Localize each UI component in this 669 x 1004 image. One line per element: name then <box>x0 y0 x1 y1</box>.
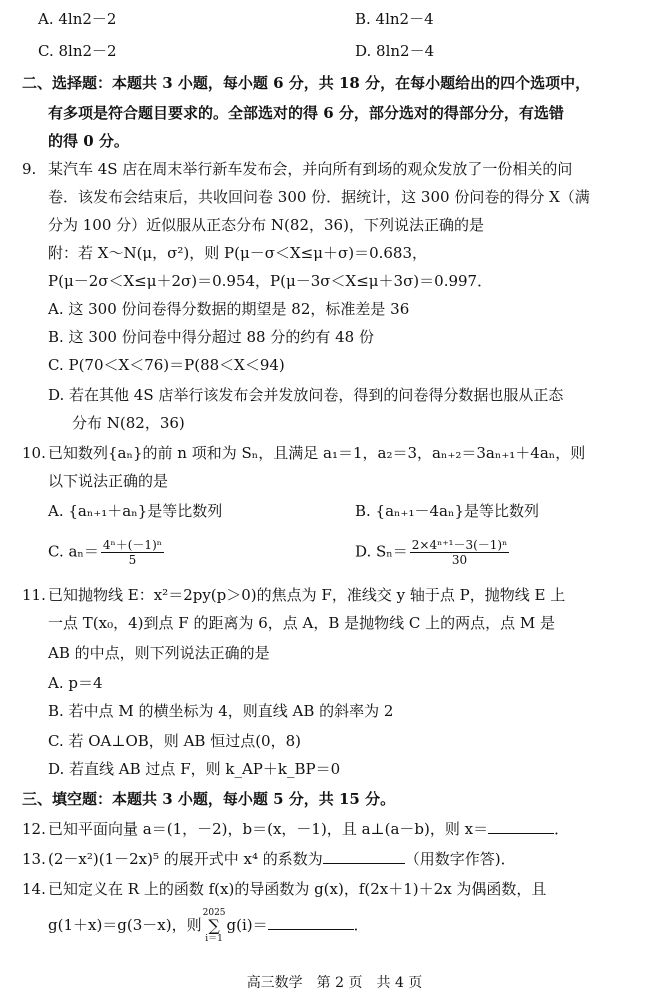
q9-option-a: A. 这 300 份问卷得分数据的期望是 82，标准差是 36 <box>48 300 410 318</box>
page-footer: 高三数学 第 2 页 共 4 页 <box>246 975 423 991</box>
q10-c-fraction: $\frac{\text{4ⁿ＋(－1)ⁿ}}{5}$ <box>102 538 162 567</box>
section2-heading: 二、选择题：本题共 3 小题，每小题 6 分，共 18 分，在每小题给出的四个选项中， <box>22 74 591 92</box>
q11-line3: AB 的中点，则下列说法正确的是 <box>48 644 270 662</box>
q14-line1: 14. 已知定义在 R 上的函数 f(x)的导函数为 g(x)，f(2x＋1)＋2x 为偶函数，且 <box>22 880 547 898</box>
q11-option-c: C. 若 OA⊥OB，则 AB 恒过点(0，8) <box>48 732 301 750</box>
q9-option-b: B. 这 300 份问卷中得分超过 88 分的约有 48 份 <box>48 328 374 346</box>
q10-number: 10. <box>22 444 46 462</box>
q9-line5: P(μ－2σ＜X≤μ＋2σ)＝0.954，P(μ－3σ＜X≤μ＋3σ)＝0.997． <box>48 272 493 290</box>
q11-option-d: D. 若直线 AB 过点 F，则 k_AP＋k_BP＝0 <box>48 760 341 778</box>
q8-option-a: A. 4ln2－2 <box>38 10 117 28</box>
q9-line1: 9. 某汽车 4S 店在周末举行新车发布会，并向所有到场的观众发放了一份相关的问 <box>22 160 573 178</box>
q10-option-b: B. {aₙ₊₁－4aₙ}是等比数列 <box>355 502 539 520</box>
q9-line2: 卷．该发布会结束后，共收回问卷 300 份．据统计，这 300 份问卷的得分 X（满 <box>48 188 590 206</box>
q12: 12. 已知平面向量 a＝(1，－2)，b＝(x，－1)，且 a⊥(a－b)，则 x＝ ． <box>22 820 570 838</box>
q10-line1: 10. 已知数列{aₙ}的前 n 项和为 Sₙ，且满足 a₁＝1，a₂＝3，aₙ₊₂＝3aₙ₊₁＋4aₙ，则 <box>22 444 586 462</box>
q10-line2: 以下说法正确的是 <box>48 472 169 490</box>
q8-option-c: C. 8ln2－2 <box>38 42 117 60</box>
q9-number: 9. <box>22 160 37 178</box>
summation-symbol: 2025 ∑ i＝1 <box>202 908 226 944</box>
q8-option-d: D. 8ln2－4 <box>355 42 435 60</box>
q9-line3: 分为 100 分）近似服从正态分布 N(82，36)，下列说法正确的是 <box>48 216 484 234</box>
q10-d-fraction: $\frac{\text{2×4ⁿ⁺¹－3(－1)ⁿ}}{30}$ <box>411 538 508 567</box>
q11-line1: 11. 已知抛物线 E：x²＝2py(p＞0)的焦点为 F，准线交 y 轴于点 P，抛物线 E 上 <box>22 586 566 604</box>
q14-line2: g(1＋x)＝g(3－x)，则 2025 ∑ i＝1 g(i)＝ ． <box>48 908 369 944</box>
q8-option-b: B. 4ln2－4 <box>355 10 434 28</box>
q10-option-a: A. {aₙ₊₁＋aₙ}是等比数列 <box>48 502 223 520</box>
q11-option-b: B. 若中点 M 的横坐标为 4，则直线 AB 的斜率为 2 <box>48 702 394 720</box>
q11-line2: 一点 T(x₀，4)到点 F 的距离为 6，点 A，B 是抛物线 C 上的两点，点 M 是 <box>48 614 556 632</box>
q13-answer-blank[interactable] <box>323 849 405 864</box>
q14-number: 14. <box>22 880 46 898</box>
q13: 13. (2－x²)(1－2x)⁵ 的展开式中 x⁴ 的系数为 （用数字作答)． <box>22 850 516 868</box>
section3-heading: 三、填空题：本题共 3 小题，每小题 5 分，共 15 分。 <box>22 790 396 808</box>
q13-number: 13. <box>22 850 46 868</box>
section2-heading-line3: 的得 0 分。 <box>48 132 129 150</box>
q9-line4: 附：若 X～N(μ，σ²)，则 P(μ－σ＜X≤μ＋σ)＝0.683， <box>48 244 428 262</box>
q9-option-d-cont: 分布 N(82，36) <box>72 414 185 432</box>
q12-number: 12. <box>22 820 46 838</box>
q12-answer-blank[interactable] <box>488 819 554 834</box>
q11-number: 11. <box>22 586 46 604</box>
q9-option-d: D. 若在其他 4S 店举行该发布会并发放问卷，得到的问卷得分数据也服从正态 <box>48 386 564 404</box>
q11-option-a: A. p＝4 <box>48 674 103 692</box>
q9-option-c: C. P(70＜X＜76)＝P(88＜X＜94) <box>48 356 285 374</box>
section2-heading-line2: 有多项是符合题目要求的。全部选对的得 6 分，部分选对的得部分分，有选错 <box>48 104 564 122</box>
q14-answer-blank[interactable] <box>268 915 354 930</box>
q10-option-d: D. Sₙ＝ $\frac{\text{2×4ⁿ⁺¹－3(－1)ⁿ}}{30}$ <box>355 538 508 567</box>
q10-option-c: C. aₙ＝ $\frac{\text{4ⁿ＋(－1)ⁿ}}{5}$ <box>48 538 162 567</box>
